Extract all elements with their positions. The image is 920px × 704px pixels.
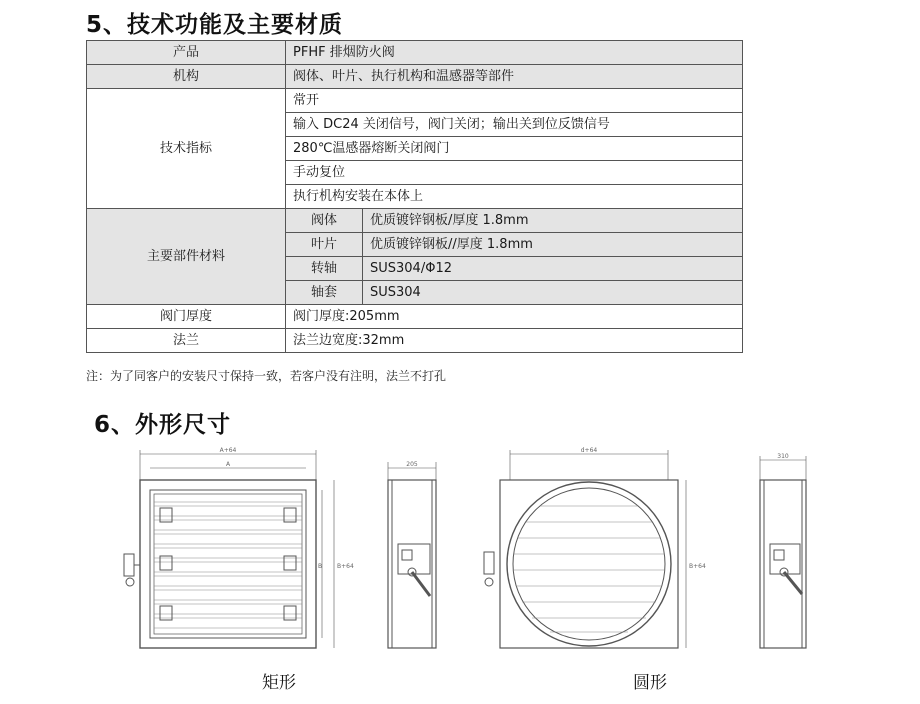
dim-label: 310 [777,453,789,460]
dim-label: B [318,563,323,570]
tech-label: 技术指标 [87,89,286,209]
tech-item: 280℃温感器熔断关闭阀门 [286,137,743,161]
dim-label: A [225,461,231,468]
spec-table [86,40,743,353]
material-part: 转轴 [286,257,363,281]
dim-label: B+64 [689,563,706,570]
material-part: 叶片 [286,233,363,257]
section-6-title: 6、外形尺寸 [94,412,232,438]
footnote: 注：为了同客户的安装尺寸保持一致，若客户没有注明，法兰不打孔 [86,369,447,383]
dim-label: B+64 [337,563,354,570]
material-spec: SUS304 [363,281,743,305]
rect-front-view [124,447,354,648]
material-part: 轴套 [286,281,363,305]
rect-side-view [388,461,436,648]
flange-label: 法兰 [87,329,286,353]
table-row [87,329,743,353]
caption-round: 圆形 [633,673,667,693]
mechanism-label: 机构 [87,65,286,89]
round-front-view [484,447,706,648]
dimension-drawings [0,440,920,660]
tech-item: 常开 [286,89,743,113]
material-spec: SUS304/Φ12 [363,257,743,281]
product-label: 产品 [87,41,286,65]
tech-item: 手动复位 [286,161,743,185]
table-row [87,305,743,329]
tech-item: 执行机构安装在本体上 [286,185,743,209]
product-value: PFHF 排烟防火阀 [286,41,743,65]
dim-label: 205 [406,461,418,468]
thickness-label: 阀门厚度 [87,305,286,329]
caption-rectangular: 矩形 [262,673,296,693]
material-spec: 优质镀锌钢板/厚度 1.8mm [363,209,743,233]
mechanism-value: 阀体、叶片、执行机构和温感器等部件 [286,65,743,89]
material-spec: 优质镀锌钢板//厚度 1.8mm [363,233,743,257]
thickness-value: 阀门厚度:205mm [286,305,743,329]
material-label: 主要部件材料 [87,209,286,305]
round-side-view [760,453,806,648]
flange-value: 法兰边宽度:32mm [286,329,743,353]
table-row [87,89,743,113]
table-row [87,65,743,89]
section-5-title: 5、技术功能及主要材质 [86,12,344,38]
dim-label: A+64 [219,447,237,454]
material-part: 阀体 [286,209,363,233]
tech-item: 输入 DC24 关闭信号，阀门关闭；输出关到位反馈信号 [286,113,743,137]
table-row [87,209,743,233]
table-row [87,41,743,65]
dim-label: d+64 [580,447,598,454]
